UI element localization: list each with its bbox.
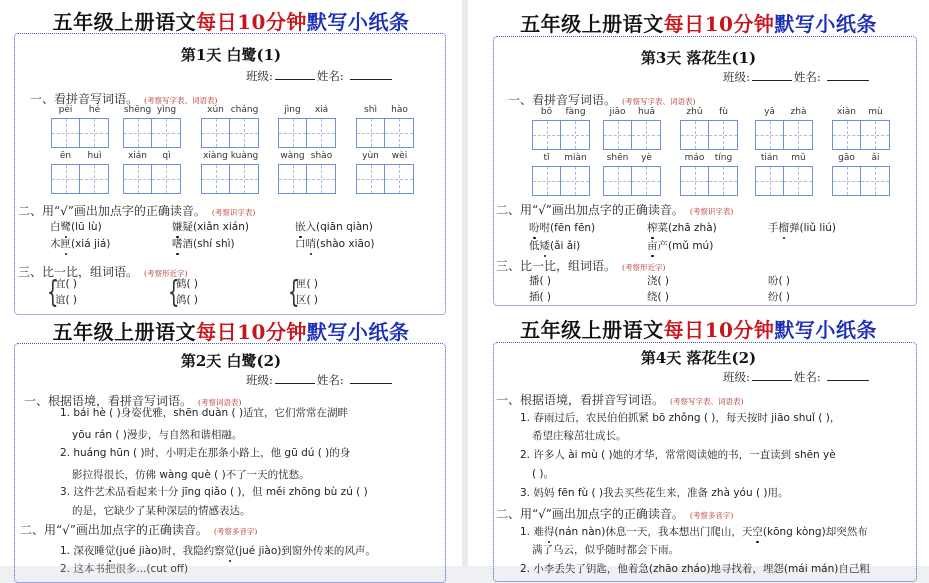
class-label: 班级: — [246, 69, 273, 83]
sentence-line: 3. 妈妈 fēn fù ( )我去买些花生来，准备 zhà yóu ( )用。 — [520, 487, 789, 499]
sentence-line: 满了乌云，似乎随时都会下雨。 — [532, 544, 679, 556]
class-label: 班级: — [723, 70, 750, 84]
sentence-line: 的是，它缺少了某种深层的情感表达。 — [72, 505, 251, 517]
header-text-red: 每日10分钟 — [196, 320, 307, 344]
header-text-blue: 默写小纸条 — [774, 318, 877, 342]
header-text-black: 五年级上册语文 — [52, 320, 197, 344]
pinyin-text: máo — [684, 153, 705, 163]
reading-option[interactable]: 白鹭(lū lù) — [50, 221, 102, 233]
header-text-blue: 默写小纸条 — [774, 12, 877, 36]
section-2-heading — [496, 505, 733, 522]
sentence-line: 2. huáng hūn ( )时，小明走在那条小路上，他 gū dú ( )的身 — [60, 447, 351, 459]
compare-word-blank[interactable]: 插( ) — [529, 291, 552, 303]
pinyin-text: gāo — [838, 153, 855, 163]
class-name-fields — [246, 372, 394, 388]
pinyin-text: xiàn — [836, 107, 857, 117]
reading-option[interactable]: 亩产(mǔ mú) — [647, 240, 714, 252]
compare-word-blank[interactable]: 区( ) — [296, 294, 319, 306]
section-label: 一、根据语境，看拼音写词语。 — [496, 393, 665, 407]
pinyin-text: qì — [162, 151, 171, 161]
pinyin-text: wàng — [280, 151, 305, 161]
compare-word-blank[interactable]: 绕( ) — [647, 291, 670, 303]
worksheet-day2 — [0, 0, 462, 575]
pinyin-text: yìng — [156, 105, 177, 115]
section-label: 二、用“√”画出加点字的正确读音。 — [496, 507, 684, 521]
emphasis-dot-char: 亩 — [647, 240, 658, 252]
page-left — [0, 0, 462, 575]
pinyin-text: miàn — [564, 153, 587, 163]
pinyin-text: shēn — [606, 153, 629, 163]
pinyin-text: huā — [638, 107, 655, 117]
section-note: (考察词语表) — [198, 398, 242, 407]
pinyin-text: tián — [760, 153, 779, 163]
name-label: 姓名: — [793, 70, 821, 84]
emphasis-dot-char: 鹭 — [60, 221, 71, 233]
section-label: 一、根据语境，看拼音写词语。 — [24, 394, 193, 408]
pinyin-text: fàng — [565, 107, 586, 117]
class-input[interactable] — [752, 370, 792, 381]
sentence-line: 影拉得很长，仿佛 wàng què ( )不了一天的忧愁。 — [72, 469, 310, 481]
header-text-black: 五年级上册语文 — [52, 10, 197, 34]
pinyin-text: tǐ — [543, 153, 550, 163]
sentence-line-cut: 2. 这本书把很多...(cut off) — [60, 563, 189, 575]
pinyin-text: zhǔ — [686, 107, 703, 117]
section-note: (考察多音字) — [689, 511, 734, 520]
pinyin-text: hào — [391, 105, 408, 115]
pinyin-text: shēng — [123, 105, 152, 115]
header-text-red: 每日10分钟 — [663, 12, 775, 36]
header-text-black: 五年级上册语文 — [520, 12, 664, 36]
sentence-line: 3. 这件艺术品看起来十分 jīng qiǎo ( )，但 měi zhōng bù zú ( ) — [60, 486, 368, 498]
section-label: 三、比一比，组词语。 — [496, 259, 617, 273]
pinyin-text: hé — [88, 105, 101, 115]
emphasis-dot-char: 矮 — [539, 240, 550, 252]
name-label: 姓名: — [793, 370, 821, 384]
worksheet-day4 — [468, 0, 929, 575]
pinyin-text: cháng — [230, 105, 259, 115]
emphasis-dot-char: 榨 — [647, 222, 658, 234]
compare-word-blank[interactable]: 匣( ) — [296, 278, 319, 290]
reading-option[interactable]: 手榴弹(liǔ liú) — [768, 222, 837, 234]
sentence-line: 希望庄稼茁壮成长。 — [532, 430, 627, 442]
compare-word-blank[interactable]: 鹤( ) — [176, 278, 199, 290]
section-note: (考察形近字) — [144, 269, 188, 278]
pinyin-text: yè — [641, 153, 652, 163]
section-1-heading — [496, 391, 743, 408]
sheet-header — [468, 314, 929, 343]
header-text-red: 每日10分钟 — [196, 10, 307, 34]
name-label: 姓名: — [316, 69, 344, 83]
header-text-black: 五年级上册语文 — [520, 318, 664, 342]
emphasis-dot-char: 榴 — [778, 222, 789, 234]
emphasis-dot-char: 匣 — [60, 238, 71, 250]
name-input[interactable] — [350, 373, 392, 384]
sentence-line: 1. 春雨过后，农民伯伯抓紧 bō zhǒng ( )，每天按时 jiāo shuǐ ( )， — [520, 412, 841, 424]
pinyin-text: fù — [719, 107, 728, 117]
section-note: (考察写字表、词语表) — [622, 97, 696, 106]
class-name-fields — [723, 369, 871, 385]
section-note: (考察识字表) — [211, 208, 256, 217]
compare-word-blank[interactable]: 纷( ) — [768, 291, 791, 303]
name-input[interactable] — [827, 370, 869, 381]
pinyin-text: tíng — [714, 153, 733, 163]
brace-icon: { — [47, 275, 59, 310]
section-2-heading — [20, 521, 257, 538]
header-text-red: 每日10分钟 — [663, 318, 775, 342]
day-title: 第4天 落花生(2) — [640, 349, 757, 367]
reading-option[interactable]: 嗜酒(shí shì) — [172, 238, 235, 250]
pinyin-text: xián — [127, 151, 148, 161]
pinyin-text: zhà — [790, 107, 807, 117]
section-note: (考察识字表) — [689, 207, 734, 216]
compare-word-blank[interactable]: 鸽( ) — [176, 294, 199, 306]
sentence-line: 2. 许多人 ài mù ( )她的才华，常常阅读她的书，一直读到 shēn yè — [520, 449, 836, 461]
header-text-blue: 默写小纸条 — [306, 320, 410, 344]
section-label: 一、看拼音写词语。 — [30, 92, 139, 106]
reading-option[interactable]: 低矮(ǎi ǎi) — [529, 240, 581, 252]
reading-option[interactable]: 木匣(xiá jiá) — [50, 238, 111, 250]
pinyin-text: xiá — [314, 105, 329, 115]
pinyin-text: jiāo — [609, 107, 626, 117]
section-note: (考察写字表、词语表) — [670, 397, 744, 406]
pinyin-text: shào — [310, 151, 333, 161]
sentence-line: ( )。 — [532, 468, 555, 480]
sentence-line: 1. 难得(nán nàn)休息一天，我本想出门爬山，天空(kōng kòng)却突然布 — [520, 526, 868, 538]
brace-icon: { — [168, 275, 180, 310]
pinyin-text: mù — [868, 107, 883, 117]
pinyin-text: yā — [764, 107, 775, 117]
section-note: (考察写字表、词语表) — [144, 96, 218, 105]
class-input[interactable] — [275, 373, 315, 384]
sentence-line-cut: 2. 小李丢失了钥匙，他着急(zhāo zháo)地寻找着，埋怨(mái mán)自己粗 — [520, 563, 870, 575]
section-label: 二、用“√”画出加点字的正确读音。 — [20, 523, 208, 537]
pinyin-text: jìng — [284, 105, 301, 115]
page-right — [468, 0, 929, 575]
compare-word-blank[interactable]: 宜( ) — [55, 278, 78, 290]
brace-icon: { — [288, 275, 300, 310]
emphasis-dot-char: 嗜 — [172, 238, 183, 250]
pinyin-text: wèi — [391, 151, 408, 161]
compare-word-blank[interactable]: 播( ) — [529, 275, 552, 287]
reading-option[interactable]: 嫌疑(xiǎn xián) — [172, 221, 249, 233]
section-label: 二、用“√”画出加点字的正确读音。 — [18, 204, 206, 218]
sheet-header — [0, 316, 462, 345]
name-label: 姓名: — [316, 373, 344, 387]
sentence-line: 1. 深夜睡觉(jué jiào)时，我隐约察觉(jué jiào)到窗外传来的风声。 — [60, 545, 376, 557]
pinyin-text: xún — [207, 105, 224, 115]
section-label: 三、比一比，组词语。 — [18, 265, 139, 279]
compare-word-blank[interactable]: 浇( ) — [647, 275, 670, 287]
sentence-line: 1. bái hè ( )身姿优雅，shēn duàn ( )适宜，它们常常在湖畔 — [60, 407, 349, 419]
section-label: 一、看拼音写词语。 — [508, 93, 617, 107]
emphasis-dot-char: 嵌 — [295, 221, 306, 233]
reading-option[interactable]: 吩咐(fēn fēn) — [529, 222, 596, 234]
section-note: (考察形近字) — [622, 263, 666, 272]
reading-option[interactable]: 嵌入(qiān qiàn) — [295, 221, 373, 233]
emphasis-dot-char: 嫌 — [172, 221, 183, 233]
pinyin-text: shì — [364, 105, 377, 115]
pinyin-text: pèi — [58, 105, 73, 115]
reading-option[interactable]: 口哨(shào xiāo) — [295, 238, 375, 250]
pinyin-text: ǎi — [871, 153, 880, 163]
day-title: 第2天 白鹭(2) — [180, 352, 282, 370]
reading-option[interactable]: 榨菜(zhā zhà) — [647, 222, 717, 234]
pinyin-text: huì — [87, 151, 102, 161]
sentence-line: yōu rán ( )漫步，与自然和谐相融。 — [72, 429, 243, 441]
emphasis-dot-char: 吩 — [529, 222, 540, 234]
pinyin-text: bō — [540, 107, 553, 117]
emphasis-dot-char: 哨 — [305, 238, 316, 250]
day-title: 第3天 落花生(1) — [640, 49, 757, 67]
header-text-blue: 默写小纸条 — [306, 10, 410, 34]
pinyin-text: ēn — [59, 151, 72, 161]
pinyin-text: mǔ — [791, 153, 806, 163]
section-note: (考察多音字) — [213, 527, 258, 536]
section-label: 二、用“√”画出加点字的正确读音。 — [496, 203, 684, 217]
class-label: 班级: — [246, 373, 273, 387]
day-title: 第1天 白鹭(1) — [180, 46, 282, 64]
compare-word-blank[interactable]: 谊( ) — [55, 294, 78, 306]
pinyin-text: kuàng — [230, 151, 259, 161]
compare-word-blank[interactable]: 吩( ) — [768, 275, 791, 287]
class-label: 班级: — [723, 370, 750, 384]
pinyin-text: yùn — [362, 151, 379, 161]
pinyin-text: xiàng — [203, 151, 228, 161]
